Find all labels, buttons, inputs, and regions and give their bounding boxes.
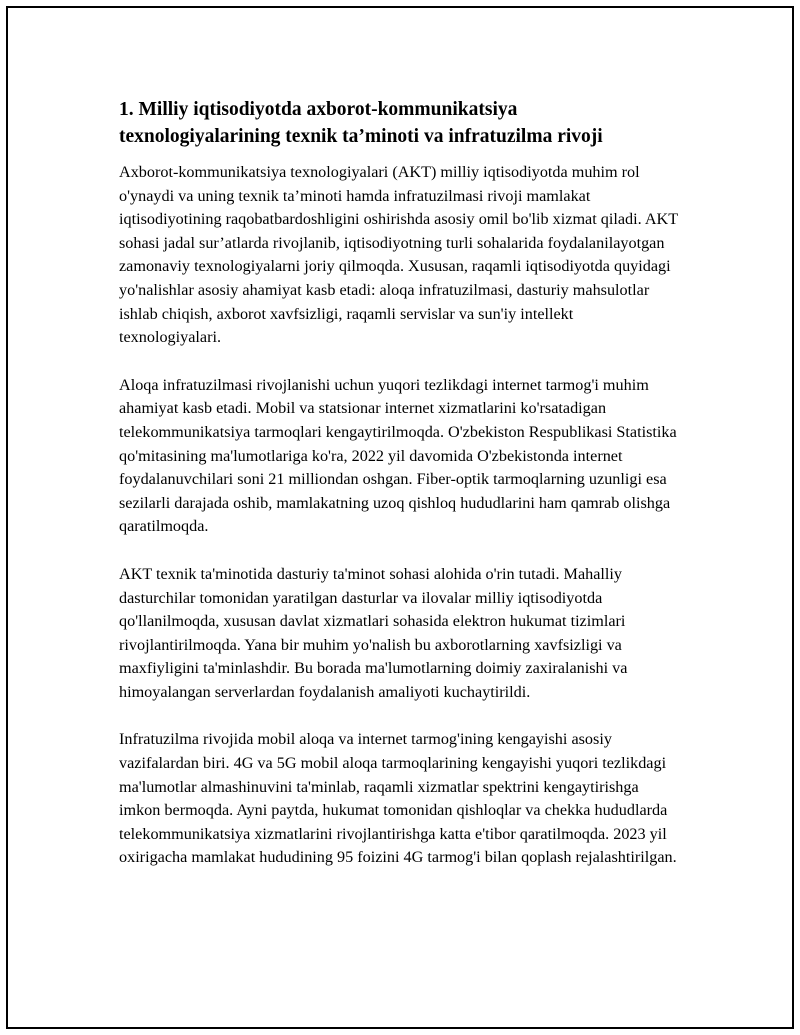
paragraph-3: AKT texnik ta'minotida dasturiy ta'minot sohasi alohida o'rin tutadi. Mahalliy dasturchilar tomonidan yaratilgan dasturlar va ilovalar milliy iqtisodiyotda qo'llanilmoqda, xususan davlat xizmatlari sohasida elektron hukumat tizimlari rivojlantirilmoqda. Yana bir muhim yo'nalish bu axborotlarning xavfsizligi va maxfiyligini ta'minlashdir. Bu borada ma'lumotlarning doimiy zaxiralanishi va himoyalangan serverlardan foydalanish amaliyoti kuchaytirildi.: [119, 564, 628, 701]
document-page: [6, 6, 794, 1029]
paragraph-2: Aloqa infratuzilmasi rivojlanishi uchun yuqori tezlikdagi internet tarmog'i muhim ahamiyat kasb etadi. Mobil va statsionar internet xizmatlarini ko'rsatadigan telekommunikatsiya tarmoqlari kengaytirilmoqda. O'zbekiston Respublikasi Statistika qo'mitasining ma'lumotlariga ko'ra, 2022 yil davomida O'zbekistonda internet foydalanuvchilari soni 21 milliondan oshgan. Fiber-optik tarmoqlarning uzunligi esa sezilarli darajada oshib, mamlakatning uzoq qishloq hududlarini ham qamrab olishga qaratilmoqda.: [119, 375, 677, 536]
section-heading: 1. Milliy iqtisodiyotda axborot-kommunikatsiya texnologiyalarining texnik ta’minoti va infratuzilma rivoji: [119, 99, 603, 147]
document-body: [119, 96, 679, 894]
paragraph-4: Infratuzilma rivojida mobil aloqa va internet tarmog'ining kengayishi asosiy vazifalardan biri. 4G va 5G mobil aloqa tarmoqlarining kengayishi yuqori tezlikdagi ma'lumotlar almashinuvini ta'minlab, raqamli xizmatlar spektrini kengaytirishga imkon bermoqda. Ayni paytda, hukumat tomonidan qishloqlar va chekka hududlarda telekommunikatsiya xizmatlarini rivojlantirishga katta e'tibor qaratilmoqda. 2023 yil oxirigacha mamlakat hududining 95 foizini 4G tarmog'i bilan qoplash rejalashtirilgan.: [119, 730, 677, 867]
paragraph-1: Axborot-kommunikatsiya texnologiyalari (AKT) milliy iqtisodiyotda muhim rol o'ynaydi va uning texnik ta’minoti hamda infratuzilmasi rivoji mamlakat iqtisodiyotining raqobatbardoshligini oshirishda asosiy omil bo'lib xizmat qiladi. AKT sohasi jadal sur’atlarda rivojlanib, iqtisodiyotning turli sohalarida foydalanilayotgan zamonaviy texnologiyalarni joriy qilmoqda. Xususan, raqamli iqtisodiyotda quyidagi yo'nalishlar asosiy ahamiyat kasb etadi: aloqa infratuzilmasi, dasturiy mahsulotlar ishlab chiqish, axborot xavfsizligi, raqamli servislar va sun'iy intellekt texnologiyalari.: [119, 163, 678, 347]
